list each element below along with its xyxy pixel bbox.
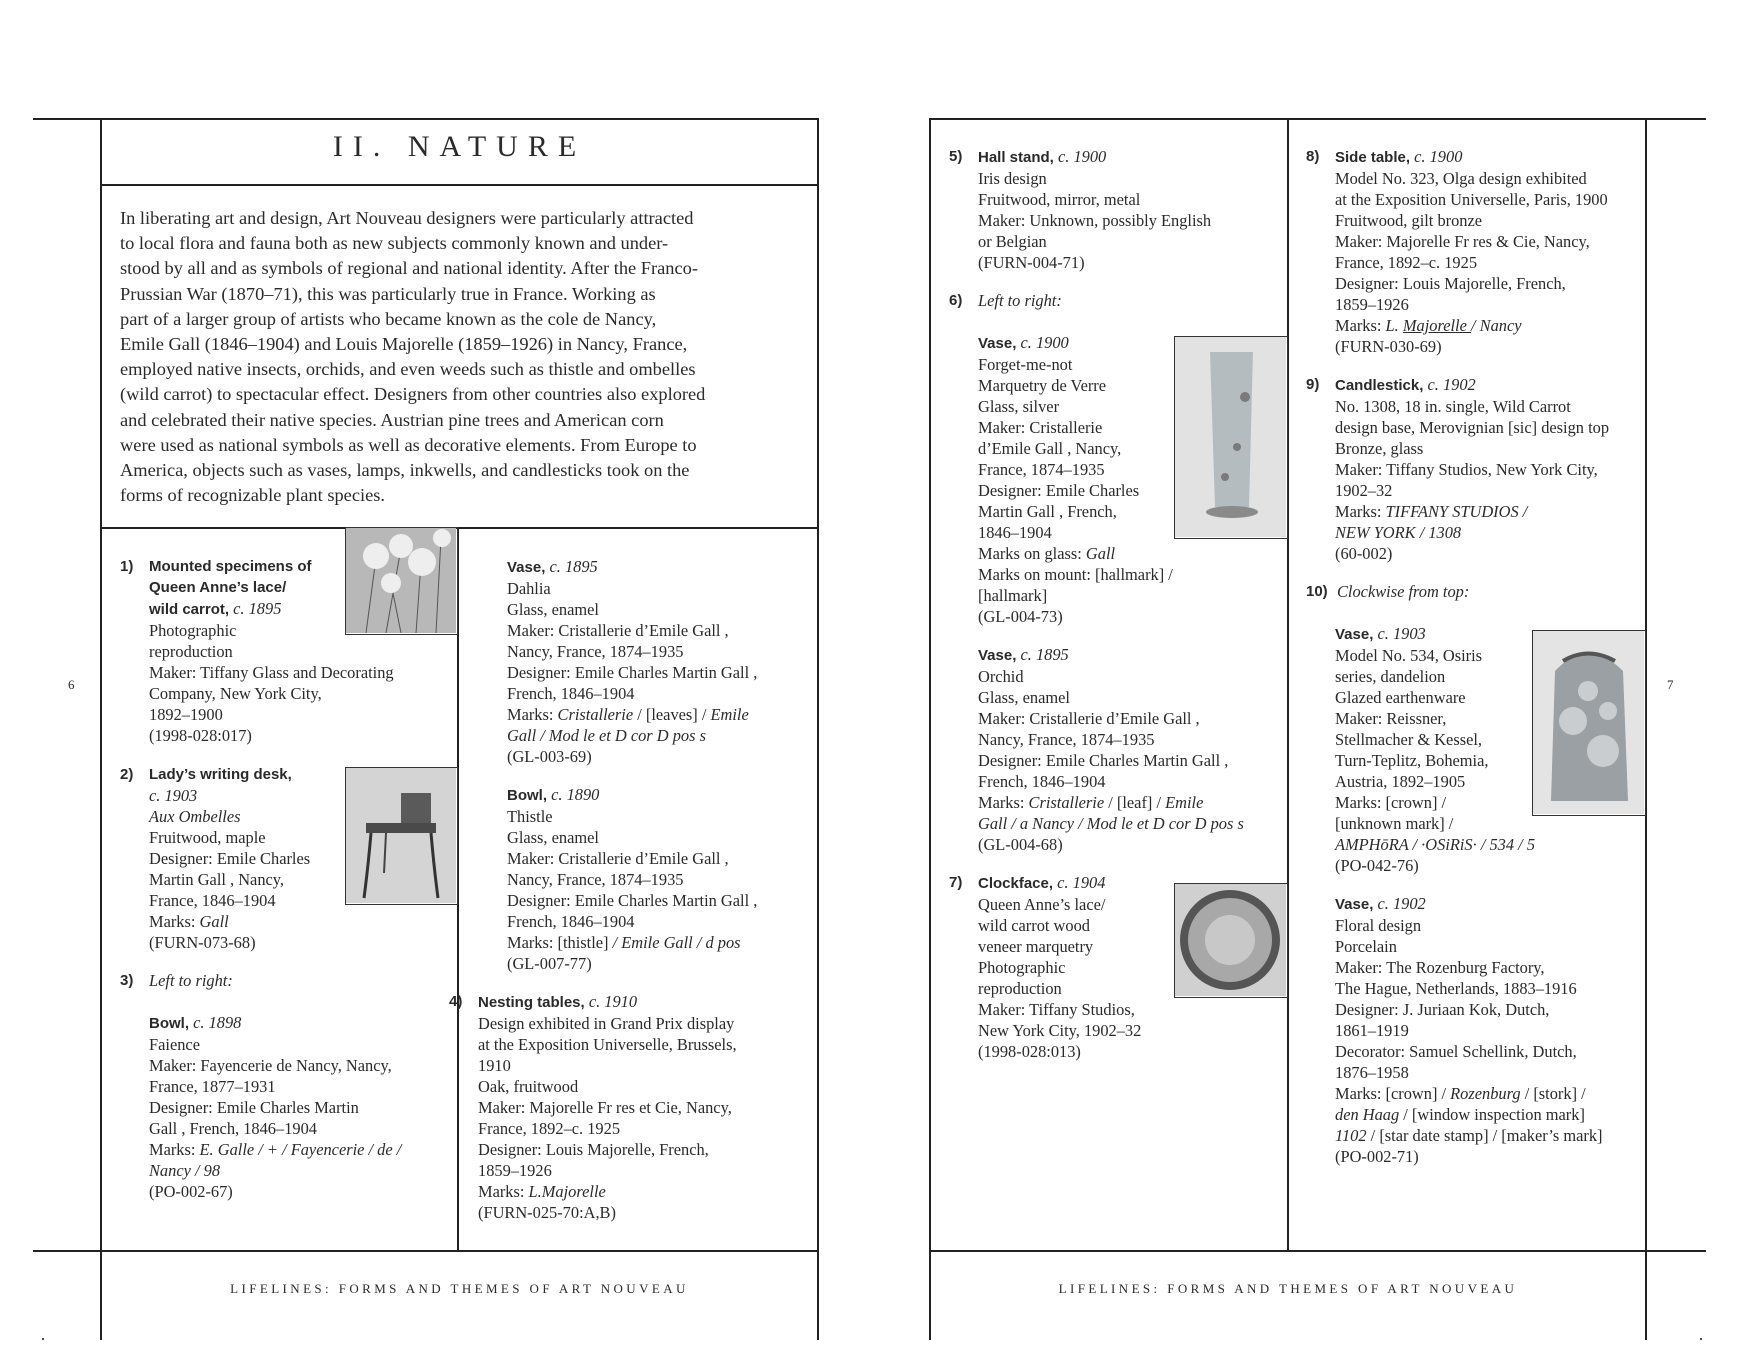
marks-text: / [leaves] /: [633, 705, 711, 724]
title-underline: [101, 184, 818, 186]
catalog-entry-9: [1306, 374, 1642, 564]
entry-line: (1998-028:017): [149, 726, 252, 745]
entry-line: The Hague, Netherlands, 1883–1916: [1335, 979, 1577, 998]
section-title: II. NATURE: [332, 130, 587, 163]
marks-text: Rozenburg: [1450, 1084, 1521, 1103]
entry-line: reproduction: [149, 642, 233, 661]
page-number-left: 6: [68, 677, 75, 692]
entry-line: Designer: Emile Charles: [149, 849, 311, 868]
entry-line: (PO-002-71): [1335, 1147, 1419, 1166]
entry-line: France, 1892–c. 1925: [478, 1119, 621, 1138]
entry-number: 1): [120, 558, 134, 575]
entry-line: France, 1892–c. 1925: [1335, 253, 1478, 272]
entry-line: Designer: Louis Majorelle, French,: [478, 1140, 709, 1159]
entry-heading: Bowl,: [507, 787, 547, 804]
entry-date: c. 1903: [1377, 624, 1426, 643]
photo-vase-forget-me-not: [1174, 336, 1288, 539]
entry-date: c. 1902: [1427, 375, 1476, 394]
marks-text: Gall: [199, 912, 229, 931]
entry-line: Designer: Emile Charles Martin Gall ,: [978, 751, 1229, 770]
entry-line: 1846–1904: [978, 523, 1052, 542]
entry-line: 1876–1958: [1335, 1063, 1409, 1082]
entry-line: (PO-042-76): [1335, 856, 1419, 875]
entry-line: Queen Anne’s lace/: [978, 895, 1106, 914]
entry-line: Turn-Teplitz, Bohemia,: [1335, 751, 1489, 770]
entry-date: c. 1900: [1020, 333, 1069, 352]
marks-text: 1102: [1335, 1126, 1367, 1145]
catalog-column-2: [449, 556, 813, 1240]
marks-text: TIFFANY STUDIOS /: [1385, 502, 1528, 521]
catalog-entry-vase-orchid: [978, 644, 1284, 855]
intro-line: America, objects such as vases, lamps, inkwells, and candlesticks took on the: [120, 460, 690, 481]
photo-clockface: [1174, 883, 1288, 998]
catalog-entry-vase-floral: [1335, 893, 1642, 1167]
running-footer-left: LIFELINES: FORMS AND THEMES OF ART NOUVEAU: [230, 1281, 689, 1296]
entry-heading: Vase,: [507, 559, 546, 576]
marks-text: den Haag: [1335, 1105, 1400, 1124]
entry-line: or Belgian: [978, 232, 1047, 251]
marks-text: / Nancy: [1470, 316, 1522, 335]
marks-label: Marks on glass:: [978, 544, 1082, 563]
entry-title: Aux Ombelles: [149, 807, 241, 826]
entry-heading: Queen Anne’s lace/: [149, 579, 287, 596]
entry-line: [unknown mark] /: [1335, 814, 1454, 833]
entry-date: c. 1904: [1057, 873, 1106, 892]
entry-lead: Left to right:: [149, 971, 233, 990]
entry-line: (FURN-073-68): [149, 933, 256, 952]
marks-text: Cristallerie: [557, 705, 634, 724]
entry-line: Dahlia: [507, 579, 551, 598]
intro-line: stood by all and as symbols of regional and national identity. After the Franco-: [120, 258, 698, 279]
entry-line: Fruitwood, maple: [149, 828, 266, 847]
entry-line: Maker: Unknown, possibly English: [978, 211, 1212, 230]
entry-number: 5): [949, 148, 963, 165]
entry-heading: Clockface,: [978, 875, 1054, 892]
marks-text: NEW YORK / 1308: [1335, 523, 1462, 542]
entry-line: 1910: [478, 1056, 511, 1075]
marks-label: Marks:: [149, 1140, 196, 1159]
entry-line: Maker: Tiffany Studios,: [978, 1000, 1135, 1019]
entry-line: Martin Gall , French,: [978, 502, 1117, 521]
marks-text: AMPHōRA / ·OSiRiS· / 534 / 5: [1335, 835, 1536, 854]
entry-line: Maker: Tiffany Studios, New York City,: [1335, 460, 1598, 479]
entry-heading: Lady’s writing desk,: [149, 766, 292, 783]
scan-speck: [1700, 1338, 1702, 1340]
catalog-entry-5: [949, 146, 1284, 273]
entry-number: 10): [1306, 583, 1328, 600]
entry-date: c. 1890: [551, 785, 600, 804]
entry-line: Marquetry de Verre: [978, 376, 1107, 395]
entry-date: c. 1900: [1414, 147, 1463, 166]
entry-line: Maker: Reissner,: [1335, 709, 1447, 728]
entry-date: c. 1902: [1377, 894, 1426, 913]
entry-heading: Vase,: [1335, 896, 1374, 913]
entry-line: Iris design: [978, 169, 1047, 188]
entry-number: 3): [120, 972, 134, 989]
entry-line: Maker: Majorelle Fr res & Cie, Nancy,: [1335, 232, 1590, 251]
entry-line: France, 1846–1904: [149, 891, 276, 910]
entry-heading: Candlestick,: [1335, 377, 1424, 394]
entry-line: Photographic: [978, 958, 1066, 977]
entry-line: Oak, fruitwood: [478, 1077, 579, 1096]
entry-line: Model No. 323, Olga design exhibited: [1335, 169, 1587, 188]
entry-date: c. 1898: [193, 1013, 242, 1032]
entry-line: Porcelain: [1335, 937, 1397, 956]
entry-line: New York City, 1902–32: [978, 1021, 1142, 1040]
entry-number: 4): [449, 993, 463, 1010]
catalog-entry-vase-dahlia: [478, 556, 813, 767]
entry-line: Gall , French, 1846–1904: [149, 1119, 317, 1138]
marks-label: Marks:: [507, 705, 554, 724]
entry-heading: Bowl,: [149, 1015, 189, 1032]
intro-line: Emile Gall (1846–1904) and Louis Majorelle (1859–1926) in Nancy, France,: [120, 334, 688, 355]
entry-line: Design exhibited in Grand Prix display: [478, 1014, 735, 1033]
entry-heading: Vase,: [1335, 626, 1374, 643]
entry-line: Nancy, France, 1874–1935: [507, 870, 684, 889]
marks-text: / Emile Gall / d pos: [608, 933, 741, 952]
marks-text: Marks on mount: [hallmark] /: [978, 565, 1173, 584]
top-rule-left: [33, 118, 818, 120]
catalog-entry-3: [120, 970, 450, 1202]
entry-line: 1902–32: [1335, 481, 1393, 500]
entry-number: 2): [120, 766, 134, 783]
intro-bottom-rule: [101, 527, 818, 529]
intro-paragraph: [120, 206, 800, 508]
entry-line: No. 1308, 18 in. single, Wild Carrot: [1335, 397, 1571, 416]
marks-text: Marks: [crown] /: [1335, 1084, 1451, 1103]
right-col-divider: [1287, 118, 1289, 1250]
entry-line: Marks: [crown] /: [1335, 793, 1447, 812]
entry-line: (FURN-030-69): [1335, 337, 1442, 356]
marks-text: Emile: [1165, 793, 1204, 812]
entry-line: Orchid: [978, 667, 1024, 686]
entry-number: 9): [1306, 376, 1320, 393]
entry-line: (60-002): [1335, 544, 1393, 563]
entry-line: Maker: Tiffany Glass and Decorating: [149, 663, 394, 682]
entry-date: c. 1895: [549, 557, 598, 576]
marks-text: / [window inspection mark]: [1399, 1105, 1585, 1124]
marks-text: / [stork] /: [1520, 1084, 1586, 1103]
entry-line: at the Exposition Universelle, Paris, 1900: [1335, 190, 1608, 209]
intro-line: (wild carrot) to spectacular effect. Designers from other countries also explored: [120, 384, 706, 405]
entry-date: c. 1895: [233, 599, 282, 618]
entry-line: at the Exposition Universelle, Brussels,: [478, 1035, 737, 1054]
left-margin-rule: [100, 118, 102, 1340]
entry-line: (PO-002-67): [149, 1182, 233, 1201]
entry-line: French, 1846–1904: [507, 684, 635, 703]
intro-line: part of a larger group of artists who became known as the cole de Nancy,: [120, 308, 657, 329]
intro-line: were used as national symbols as well as decorative elements. From Europe to: [120, 434, 697, 455]
marks-text: Nancy / 98: [149, 1161, 221, 1180]
entry-line: Photographic: [149, 621, 237, 640]
entry-line: Glass, enamel: [978, 688, 1070, 707]
entry-line: Austria, 1892–1905: [1335, 772, 1466, 791]
entry-line: Model No. 534, Osiris: [1335, 646, 1483, 665]
photo-ladys-writing-desk: [345, 767, 458, 905]
entry-line: Maker: The Rozenburg Factory,: [1335, 958, 1545, 977]
gutter-rule-left: [817, 118, 819, 1340]
entry-date: c. 1895: [1020, 645, 1069, 664]
entry-number: 8): [1306, 148, 1320, 165]
marks-text: Gall / Mod le et D cor D pos s: [507, 726, 706, 745]
photo-vase-osiris: [1532, 630, 1646, 816]
running-footer-right: LIFELINES: FORMS AND THEMES OF ART NOUVEAU: [1058, 1281, 1518, 1296]
marks-text: / [leaf] /: [1104, 793, 1166, 812]
entry-line: Nancy, France, 1874–1935: [507, 642, 684, 661]
entry-lead: Left to right:: [978, 291, 1062, 310]
page-number-right: 7: [1667, 677, 1674, 692]
entry-line: Nancy, France, 1874–1935: [978, 730, 1155, 749]
entry-line: Forget-me-not: [978, 355, 1073, 374]
marks-label: Marks:: [149, 912, 196, 931]
intro-line: In liberating art and design, Art Nouveau designers were particularly attracted: [120, 208, 694, 228]
top-rule-right: [930, 118, 1706, 120]
entry-line: Designer: Emile Charles Martin Gall ,: [507, 891, 758, 910]
entry-line: Decorator: Samuel Schellink, Dutch,: [1335, 1042, 1577, 1061]
intro-line: forms of recognizable plant species.: [120, 485, 386, 506]
entry-line: 1861–1919: [1335, 1021, 1409, 1040]
entry-line: Glass, enamel: [507, 828, 599, 847]
entry-line: Glazed earthenware: [1335, 688, 1466, 707]
entry-line: design base, Merovignian [sic] design top: [1335, 418, 1610, 437]
catalog-entry-4: [449, 991, 813, 1223]
entry-number: 7): [949, 874, 963, 891]
entry-line: Stellmacher & Kessel,: [1335, 730, 1483, 749]
entry-line: Faience: [149, 1035, 200, 1054]
entry-lead: Clockwise from top:: [1337, 582, 1470, 601]
entry-line: French, 1846–1904: [978, 772, 1106, 791]
entry-line: (1998-028:013): [978, 1042, 1081, 1061]
marks-label: Marks:: [478, 1182, 525, 1201]
entry-line: 1859–1926: [478, 1161, 552, 1180]
entry-heading: wild carrot,: [149, 601, 230, 618]
entry-line: Thistle: [507, 807, 553, 826]
catalog-entry-8: [1306, 146, 1642, 357]
entry-line: (GL-004-68): [978, 835, 1063, 854]
entry-line: Designer: Emile Charles: [978, 481, 1140, 500]
entry-line: (FURN-025-70:A,B): [478, 1203, 616, 1222]
marks-text: L.: [1385, 316, 1403, 335]
catalog-entry-bowl-thistle: [478, 784, 813, 974]
entry-line: Glass, enamel: [507, 600, 599, 619]
entry-line: series, dandelion: [1335, 667, 1446, 686]
entry-line: Maker: Fayencerie de Nancy, Nancy,: [149, 1056, 392, 1075]
entry-line: (FURN-004-71): [978, 253, 1085, 272]
entry-date: c. 1903: [149, 786, 198, 805]
entry-line: France, 1874–1935: [978, 460, 1105, 479]
entry-line: Martin Gall , Nancy,: [149, 870, 285, 889]
entry-line: Maker: Majorelle Fr res et Cie, Nancy,: [478, 1098, 732, 1117]
marks-text: L.Majorelle: [528, 1182, 606, 1201]
entry-line: Floral design: [1335, 916, 1422, 935]
entry-line: d’Emile Gall , Nancy,: [978, 439, 1122, 458]
entry-heading: Hall stand,: [978, 149, 1054, 166]
entry-line: Company, New York City,: [149, 684, 322, 703]
entry-line: French, 1846–1904: [507, 912, 635, 931]
entry-heading: Nesting tables,: [478, 994, 585, 1011]
scan-speck: [42, 1338, 44, 1340]
entry-line: Bronze, glass: [1335, 439, 1424, 458]
entry-line: Maker: Cristallerie d’Emile Gall ,: [507, 849, 729, 868]
entry-line: Maker: Cristallerie d’Emile Gall ,: [507, 621, 729, 640]
entry-line: Maker: Cristallerie d’Emile Gall ,: [978, 709, 1200, 728]
entry-line: Fruitwood, gilt bronze: [1335, 211, 1483, 230]
entry-line: 1892–1900: [149, 705, 223, 724]
entry-number: 6): [949, 292, 963, 309]
entry-line: Fruitwood, mirror, metal: [978, 190, 1141, 209]
entry-line: Designer: Emile Charles Martin Gall ,: [507, 663, 758, 682]
entry-line: Designer: Louis Majorelle, French,: [1335, 274, 1566, 293]
marks-text: Cristallerie: [1028, 793, 1105, 812]
marks-text: Emile: [710, 705, 749, 724]
entry-line: (GL-003-69): [507, 747, 592, 766]
entry-heading: Side table,: [1335, 149, 1411, 166]
intro-line: and celebrated their native species. Austrian pine trees and American corn: [120, 409, 664, 430]
marks-label: Marks: [thistle]: [507, 933, 609, 952]
bottom-rule-left: [33, 1250, 818, 1252]
entry-heading: Mounted specimens of: [149, 558, 312, 575]
entry-date: c. 1910: [588, 992, 638, 1011]
entry-line: Glass, silver: [978, 397, 1060, 416]
intro-line: employed native insects, orchids, and even weeds such as thistle and ombelles: [120, 359, 696, 380]
entry-line: Maker: Cristallerie: [978, 418, 1103, 437]
bottom-rule-right: [930, 1250, 1706, 1252]
entry-date: c. 1900: [1057, 147, 1107, 166]
entry-line: (GL-004-73): [978, 607, 1063, 626]
intro-line: Prussian War (1870–71), this was particularly true in France. Working as: [120, 283, 656, 304]
marks-text: Gall / a Nancy / Mod le et D cor D pos s: [978, 814, 1244, 833]
marks-text: / [star date stamp] / [maker’s mark]: [1366, 1126, 1603, 1145]
entry-line: 1859–1926: [1335, 295, 1409, 314]
entry-line: Designer: J. Juriaan Kok, Dutch,: [1335, 1000, 1550, 1019]
entry-line: reproduction: [978, 979, 1062, 998]
marks-label: Marks:: [978, 793, 1025, 812]
entry-line: (GL-007-77): [507, 954, 592, 973]
intro-line: to local flora and fauna both as new subjects commonly known and under-: [120, 233, 669, 254]
marks-text: Gall: [1085, 544, 1116, 563]
entry-line: Designer: Emile Charles Martin: [149, 1098, 359, 1117]
marks-text: [hallmark]: [978, 586, 1048, 605]
photo-queen-annes-lace-specimens: [345, 527, 458, 635]
marks-label: Marks:: [1335, 316, 1382, 335]
marks-text: Majorelle: [1402, 316, 1471, 335]
entry-line: veneer marquetry: [978, 937, 1094, 956]
marks-label: Marks:: [1335, 502, 1382, 521]
entry-heading: Vase,: [978, 335, 1017, 352]
entry-heading: Vase,: [978, 647, 1017, 664]
marks-text: E. Galle / + / Fayencerie / de /: [199, 1140, 402, 1159]
entry-line: France, 1877–1931: [149, 1077, 276, 1096]
gutter-rule-right: [929, 118, 931, 1340]
entry-line: wild carrot wood: [978, 916, 1090, 935]
